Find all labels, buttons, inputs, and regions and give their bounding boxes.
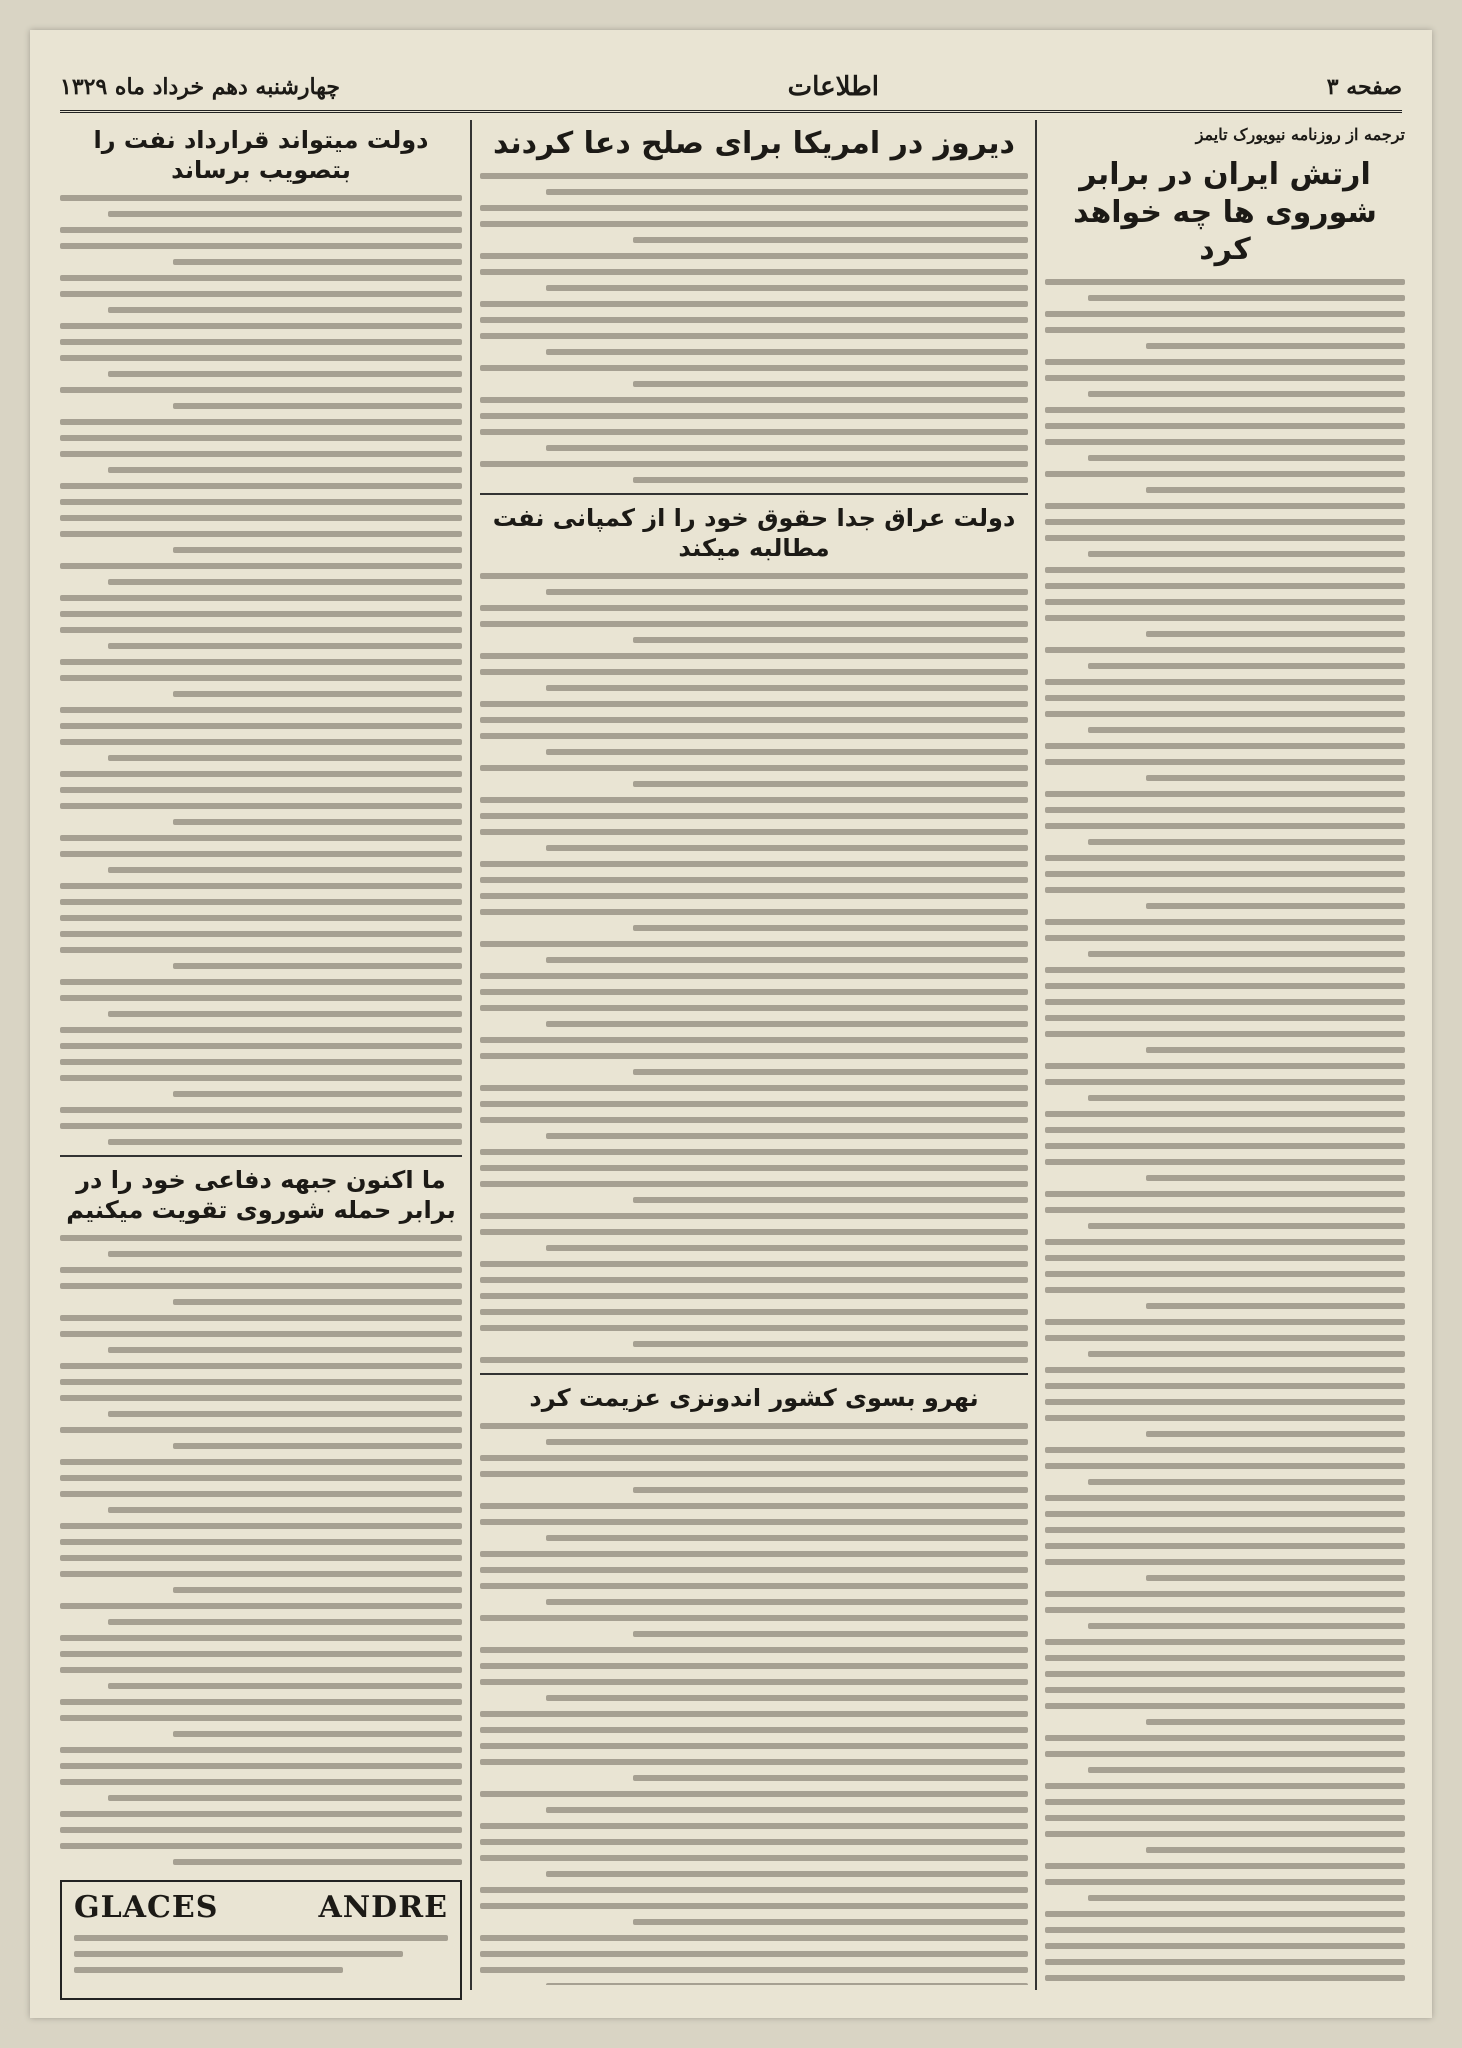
article-body xyxy=(60,1235,462,1865)
article-headline: نهرو بسوی کشور اندونزی عزیمت کرد xyxy=(529,1383,979,1412)
ad-body xyxy=(74,1935,448,1973)
article-body xyxy=(480,173,1028,483)
date-line: چهارشنبه دهم خرداد ماه ۱۳۲۹ xyxy=(60,74,340,100)
ad-brand-right: ANDRE xyxy=(318,1890,448,1925)
article-headline: ارتش ایران در برابر شوروی ها چه خواهد کرد xyxy=(1073,157,1377,267)
article-body xyxy=(1045,279,1405,1986)
article-body xyxy=(480,573,1028,1363)
right-article xyxy=(1045,125,1405,1985)
glaces-andre-ad xyxy=(60,1880,462,2000)
article-headline: دولت عراق جدا حقوق خود را از کمپانی نفت مطالبه میکند xyxy=(492,503,1016,562)
ad-brand-left: GLACES xyxy=(74,1890,219,1925)
article-headline: دیروز در امریکا برای صلح دعا کردند xyxy=(493,126,1015,161)
column-rule xyxy=(1035,120,1037,1990)
masthead xyxy=(60,64,1402,113)
center-articles xyxy=(480,125,1028,1985)
paper-name: اطلاعات xyxy=(787,72,880,102)
page-number: صفحه ۳ xyxy=(1326,74,1402,100)
article-headline: ما اکنون جبهه دفاعی خود را در برابر حمله شوروی تقویت میکنیم xyxy=(66,1166,456,1224)
article-body xyxy=(60,195,462,1145)
article-body xyxy=(480,1423,1028,1986)
article-kicker: ترجمه از روزنامه نیویورک تایمز xyxy=(1195,125,1405,144)
left-articles xyxy=(60,125,462,1865)
column-rule xyxy=(470,120,472,1990)
article-headline: دولت میتواند قرارداد نفت را بتصویب برساند xyxy=(93,126,429,184)
newspaper-page xyxy=(30,30,1432,2018)
